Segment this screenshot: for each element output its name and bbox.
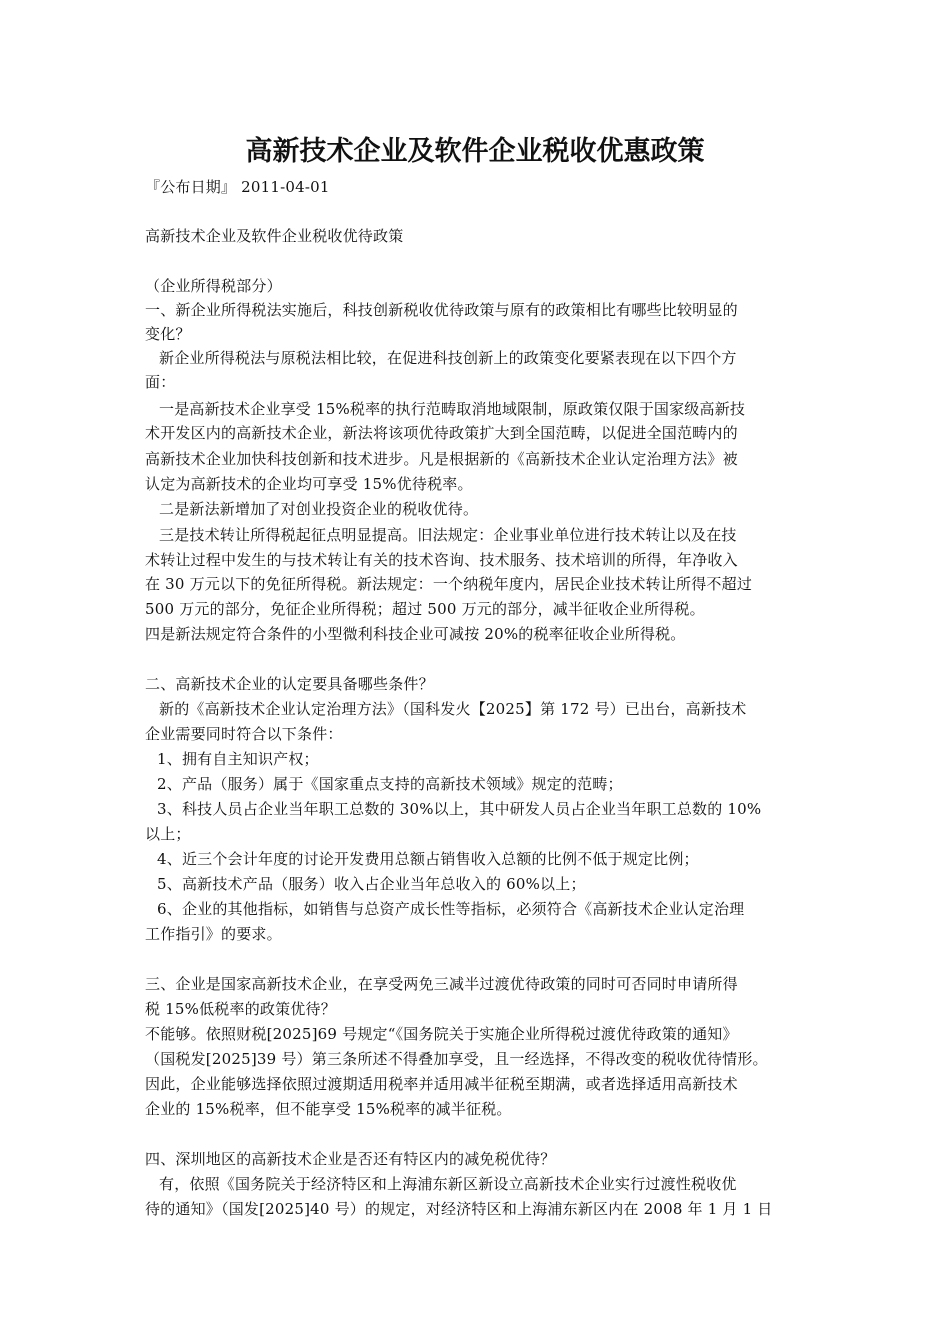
paragraph-line: 新企业所得税法与原税法相比较，在促进科技创新上的政策变化要紧表现在以下四个方 xyxy=(159,349,737,367)
question-3: 三、企业是国家高新技术企业，在享受两免三减半过渡优待政策的同时可否同时申请所得 xyxy=(145,975,738,993)
question-3-cont: 税 15%低税率的政策优待？ xyxy=(145,1000,336,1018)
paragraph-line: 一是高新技术企业享受 15%税率的执行范畴取消地域限制，原政策仅限于国家级高新技 xyxy=(159,400,746,418)
question-1-cont: 变化？ xyxy=(145,325,191,343)
paragraph-line: 在 30 万元以下的免征所得税。新法规定：一个纳税年度内，居民企业技术转让所得不超过 xyxy=(145,575,753,593)
publish-date: 『公布日期』 2011-04-01 xyxy=(145,178,330,196)
list-item: 1、拥有自主知识产权； xyxy=(157,750,319,768)
paragraph-line: 500 万元的部分，免征企业所得税；超过 500 万元的部分，减半征收企业所得税。 xyxy=(145,600,705,618)
paragraph-line: 因此，企业能够选择依照过渡期适用税率并适用减半征税至期满，或者选择适用高新技术 xyxy=(145,1075,738,1093)
paragraph-line: 待的通知》（国发[2025]40 号）的规定，对经济特区和上海浦东新区内在 2008 年 1 月 1 日 xyxy=(145,1200,773,1218)
question-1: 一、新企业所得税法实施后，科技创新税收优待政策与原有的政策相比有哪些比较明显的 xyxy=(145,301,738,319)
paragraph-line: 三是技术转让所得税起征点明显提高。旧法规定：企业事业单位进行技术转让以及在技 xyxy=(159,526,737,544)
list-item: 6、企业的其他指标，如销售与总资产成长性等指标，必须符合《高新技术企业认定治理 xyxy=(157,900,745,918)
paragraph-line: 高新技术企业加快科技创新和技术进步。凡是根据新的《高新技术企业认定治理方法》被 xyxy=(145,450,738,468)
paragraph-line: （国税发[2025]39 号）第三条所述不得叠加享受，且一经选择，不得改变的税收优待情形。 xyxy=(145,1050,768,1068)
paragraph-line: 有，依照《国务院关于经济特区和上海浦东新区新设立高新技术企业实行过渡性税收优 xyxy=(159,1175,737,1193)
paragraph-line: 企业的 15%税率，但不能享受 15%税率的减半征税。 xyxy=(145,1100,512,1118)
paragraph-line: 不能够。依照财税[2025]69 号规定“《国务院关于实施企业所得税过渡优待政策的通知》 xyxy=(145,1025,738,1043)
list-item: 4、近三个会计年度的讨论开发费用总额占销售收入总额的比例不低于规定比例； xyxy=(157,850,699,868)
paragraph-line: 术转让过程中发生的与技术转让有关的技术咨询、技术服务、技术培训的所得，年净收入 xyxy=(145,551,738,569)
paragraph-line: 二是新法新增加了对创业投资企业的税收优待。 xyxy=(159,500,479,518)
question-2: 二、高新技术企业的认定要具备哪些条件？ xyxy=(145,675,434,693)
list-item: 5、高新技术产品（服务）收入占企业当年总收入的 60%以上； xyxy=(157,875,586,893)
section-tag: （企业所得税部分） xyxy=(145,277,282,295)
paragraph-line: 认定为高新技术的企业均可享受 15%优待税率。 xyxy=(145,475,473,493)
paragraph-line: 面： xyxy=(145,373,176,391)
question-4: 四、深圳地区的高新技术企业是否还有特区内的减免税优待？ xyxy=(145,1150,556,1168)
list-item: 2、产品（服务）属于《国家重点支持的高新技术领域》规定的范畴； xyxy=(157,775,623,793)
paragraph-line: 企业需要同时符合以下条件： xyxy=(145,725,343,743)
paragraph-line: 四是新法规定符合条件的小型微利科技企业可减按 20%的税率征收企业所得税。 xyxy=(145,625,686,643)
list-item: 3、科技人员占企业当年职工总数的 30%以上，其中研发人员占企业当年职工总数的 10% xyxy=(157,800,762,818)
paragraph-line: 术开发区内的高新技术企业，新法将该项优待政策扩大到全国范畴，以促进全国范畴内的 xyxy=(145,424,738,442)
list-item-cont: 以上； xyxy=(145,825,191,843)
paragraph-line: 新的《高新技术企业认定治理方法》（国科发火【2025】第 172 号）已出台，高新技术 xyxy=(159,700,747,718)
list-item-cont: 工作指引》的要求。 xyxy=(145,925,282,943)
subtitle: 高新技术企业及软件企业税收优待政策 xyxy=(145,227,404,245)
document-title: 高新技术企业及软件企业税收优惠政策 xyxy=(245,136,705,167)
